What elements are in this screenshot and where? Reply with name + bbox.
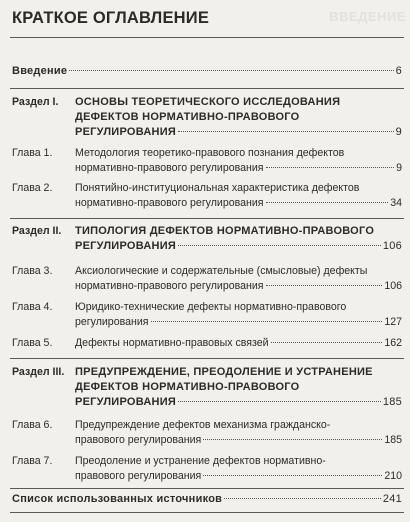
entry-title-line: регулирования xyxy=(75,316,149,328)
entry-title-line: Понятийно-институциональная характеристика дефектов xyxy=(75,182,360,194)
entry-label: Раздел II. xyxy=(12,225,62,237)
entry-title-line: ТИПОЛОГИЯ ДЕФЕКТОВ НОРМАТИВНО-ПРАВОВОГО xyxy=(75,225,375,237)
entry-title-line: РЕГУЛИРОВАНИЯ xyxy=(75,126,177,138)
leader-dots xyxy=(266,167,395,168)
entry-page: 162 xyxy=(384,337,402,349)
entry-label: Глава 3. xyxy=(12,265,53,277)
entry-title-line: Аксиологические и содержательные (смысловые) дефекты xyxy=(75,265,368,277)
leader-dots xyxy=(266,202,389,203)
bleed-through-text: ВВЕДЕНИЕ xyxy=(329,9,406,24)
entry-page: 106 xyxy=(384,280,402,292)
entry-page: 185 xyxy=(384,434,402,446)
leader-dots xyxy=(271,342,383,343)
entry-title-line: ДЕФЕКТОВ НОРМАТИВНО-ПРАВОВОГО xyxy=(75,111,300,123)
entry-label: Глава 4. xyxy=(12,301,53,313)
leader-dots xyxy=(178,245,381,246)
entry-title-line: Преодоление и устранение дефектов нормативно- xyxy=(75,455,326,467)
leader-dots xyxy=(178,131,394,132)
divider-top xyxy=(10,37,404,38)
entry-title: Введение xyxy=(12,65,68,77)
leader-dots xyxy=(178,401,381,402)
entry-page: 9 xyxy=(395,126,402,138)
entry-label: Глава 1. xyxy=(12,147,53,159)
divider xyxy=(10,358,404,359)
entry-page: 34 xyxy=(390,197,402,209)
entry-title-line: Юридико-технические дефекты нормативно-правового xyxy=(75,301,347,313)
leader-dots xyxy=(266,285,383,286)
entry-label: Раздел I. xyxy=(12,96,59,108)
entry-title-line: Предупреждение дефектов механизма гражданско- xyxy=(75,419,331,431)
entry-title-line: Методология теоретико-правового познания дефектов xyxy=(75,147,345,159)
entry-title-line: ПРЕДУПРЕЖДЕНИЕ, ПРЕОДОЛЕНИЕ И УСТРАНЕНИЕ xyxy=(75,366,373,378)
entry-title-line: правового регулирования xyxy=(75,434,202,446)
entry-page: 210 xyxy=(384,470,402,482)
leader-dots xyxy=(151,321,383,322)
leader-dots xyxy=(224,498,381,499)
entry-page: 241 xyxy=(382,493,402,505)
entry-title-line: нормативно-правового регулирования xyxy=(75,280,264,292)
entry-title-line: ОСНОВЫ ТЕОРЕТИЧЕСКОГО ИССЛЕДОВАНИЯ xyxy=(75,96,341,108)
entry-title-line: ДЕФЕКТОВ НОРМАТИВНО-ПРАВОВОГО xyxy=(75,381,300,393)
entry-title-line: нормативно-правового регулирования xyxy=(75,197,264,209)
entry-page: 127 xyxy=(384,316,402,328)
page-title: КРАТКОЕ ОГЛАВЛЕНИЕ xyxy=(12,9,210,27)
leader-dots xyxy=(69,70,393,71)
entry-title: Список использованных источников xyxy=(12,493,223,505)
divider xyxy=(10,218,404,219)
leader-dots xyxy=(203,475,382,476)
entry-label: Глава 2. xyxy=(12,182,53,194)
divider xyxy=(10,488,404,489)
divider-bottom xyxy=(10,512,404,513)
entry-title-line: Дефекты нормативно-правовых связей xyxy=(75,337,269,349)
entry-title-line: нормативно-правового регулирования xyxy=(75,162,264,174)
entry-page: 6 xyxy=(395,65,402,77)
entry-label: Раздел III. xyxy=(12,366,65,378)
entry-page: 106 xyxy=(382,240,402,252)
entry-page: 185 xyxy=(382,396,402,408)
entry-label: Глава 7. xyxy=(12,455,53,467)
entry-title-line: РЕГУЛИРОВАНИЯ xyxy=(75,396,177,408)
entry-label: Глава 6. xyxy=(12,419,53,431)
entry-title-line: РЕГУЛИРОВАНИЯ xyxy=(75,240,177,252)
entry-page: 9 xyxy=(396,162,402,174)
entry-label: Глава 5. xyxy=(12,337,53,349)
divider xyxy=(10,88,404,89)
entry-title-line: правового регулирования xyxy=(75,470,202,482)
leader-dots xyxy=(203,439,382,440)
